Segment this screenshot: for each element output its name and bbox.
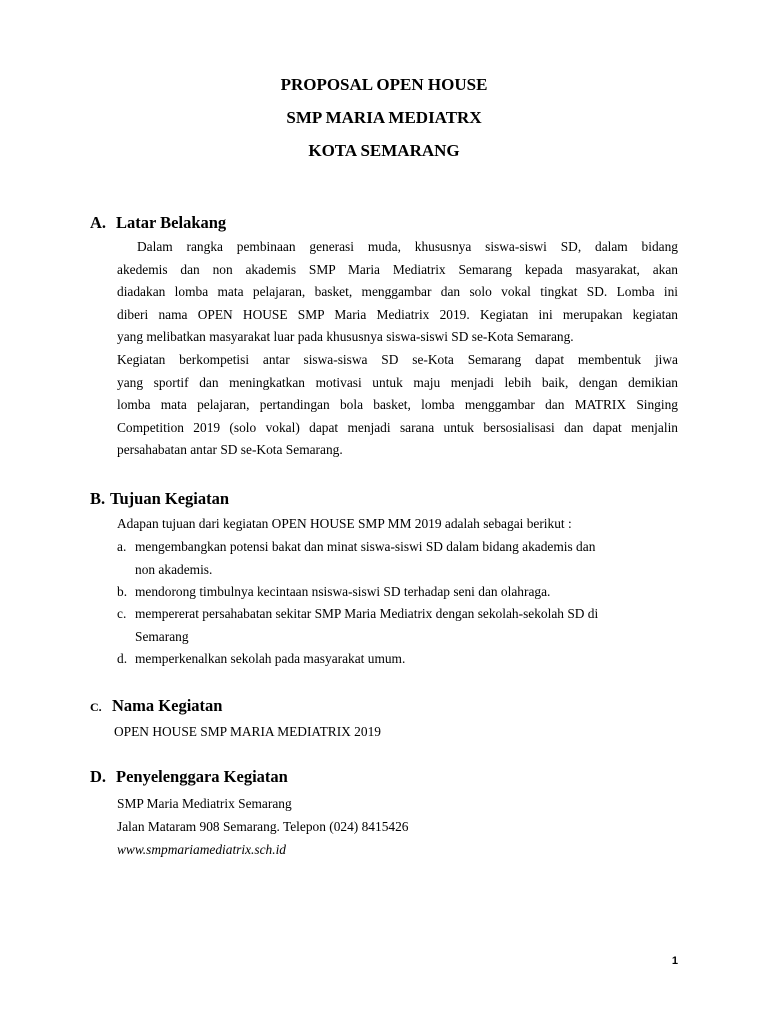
list-item-d: [117, 648, 405, 671]
section-b-intro: Adapan tujuan dari kegiatan OPEN HOUSE SMP MM 2019 adalah sebagai berikut :: [117, 516, 572, 531]
section-a-title: Latar Belakang: [116, 213, 227, 232]
list-text-continued: non akademis.: [135, 561, 213, 577]
section-d-title: Penyelenggara Kegiatan: [116, 767, 288, 786]
section-a-letter: A.: [90, 213, 107, 232]
list-item-a: [117, 536, 595, 581]
list-marker: d.: [117, 651, 128, 666]
para-line: Dalam rangka pembinaan generasi muda, khususnya siswa-siswi SD, dalam bidang: [137, 239, 678, 254]
document-title: [0, 76, 768, 175]
para-line: diadakan lomba mata pelajaran, basket, menggambar dan solo vokal tingkat SD. Lomba ini: [117, 284, 678, 300]
para-line: persahabatan antar SD se-Kota Semarang.: [117, 442, 343, 458]
page-number: 1: [671, 955, 678, 967]
list-item-b: [117, 581, 550, 604]
para-line: diberi nama OPEN HOUSE SMP Maria Mediatrix 2019. Kegiatan ini merupakan kegiatan: [117, 306, 678, 322]
section-b-heading: [90, 490, 229, 508]
list-text: mengembangkan potensi bakat dan minat siswa-siswi SD dalam bidang akademis dan: [135, 539, 596, 554]
organizer-address: Jalan Mataram 908 Semarang. Telepon (024) 8415426: [117, 819, 409, 834]
title-line-2: SMP MARIA MEDIATRX: [286, 108, 482, 127]
para-line: Kegiatan berkompetisi antar siswa-siswa SD se-Kota Semarang dapat membentuk jiwa: [117, 351, 678, 367]
section-b-letter: B.: [90, 489, 106, 508]
section-c-heading: [90, 697, 222, 716]
list-marker: b.: [117, 584, 128, 599]
section-a-heading: [90, 214, 226, 232]
title-line-3: KOTA SEMARANG: [308, 141, 460, 160]
list-text: memperkenalkan sekolah pada masyarakat umum.: [135, 651, 406, 666]
list-marker: c.: [117, 606, 127, 621]
para-line: yang sportif dan meningkatkan motivasi untuk maju menjadi lebih baik, dengan demikian: [117, 374, 678, 390]
para-line: lomba mata pelajaran, pertandingan bola basket, lomba menggambar dan MATRIX Singing: [117, 397, 678, 413]
para-line: yang melibatkan masyarakat luar pada khususnya siswa-siswi SD se-Kota Semarang.: [117, 329, 574, 345]
list-text-continued: Semarang: [135, 628, 189, 644]
section-a-paragraph: [117, 236, 678, 462]
list-text: mendorong timbulnya kecintaan nsiswa-siswi SD terhadap seni dan olahraga.: [135, 584, 551, 599]
list-text: mempererat persahabatan sekitar SMP Maria Mediatrix dengan sekolah-sekolah SD di: [135, 606, 599, 621]
title-line-1: PROPOSAL OPEN HOUSE: [280, 75, 488, 94]
list-item-c: [117, 603, 598, 648]
organizer-name: SMP Maria Mediatrix Semarang: [117, 796, 292, 811]
section-c-letter: C.: [90, 700, 102, 714]
section-c-title: Nama Kegiatan: [112, 696, 223, 715]
para-line: akedemis dan non akademis SMP Maria Mediatrix Semarang kepada masyarakat, akan: [117, 261, 678, 277]
section-d-heading: [90, 768, 288, 786]
list-marker: a.: [117, 539, 127, 554]
section-d-letter: D.: [90, 767, 107, 786]
section-c-text: OPEN HOUSE SMP MARIA MEDIATRIX 2019: [114, 724, 381, 739]
para-line: Competition 2019 (solo vokal) dapat menjadi sarana untuk bersosialisasi dan dapat menjalin: [117, 419, 678, 435]
section-b-title: Tujuan Kegiatan: [110, 489, 230, 508]
organizer-website[interactable]: www.smpmariamediatrix.sch.id: [117, 842, 286, 857]
